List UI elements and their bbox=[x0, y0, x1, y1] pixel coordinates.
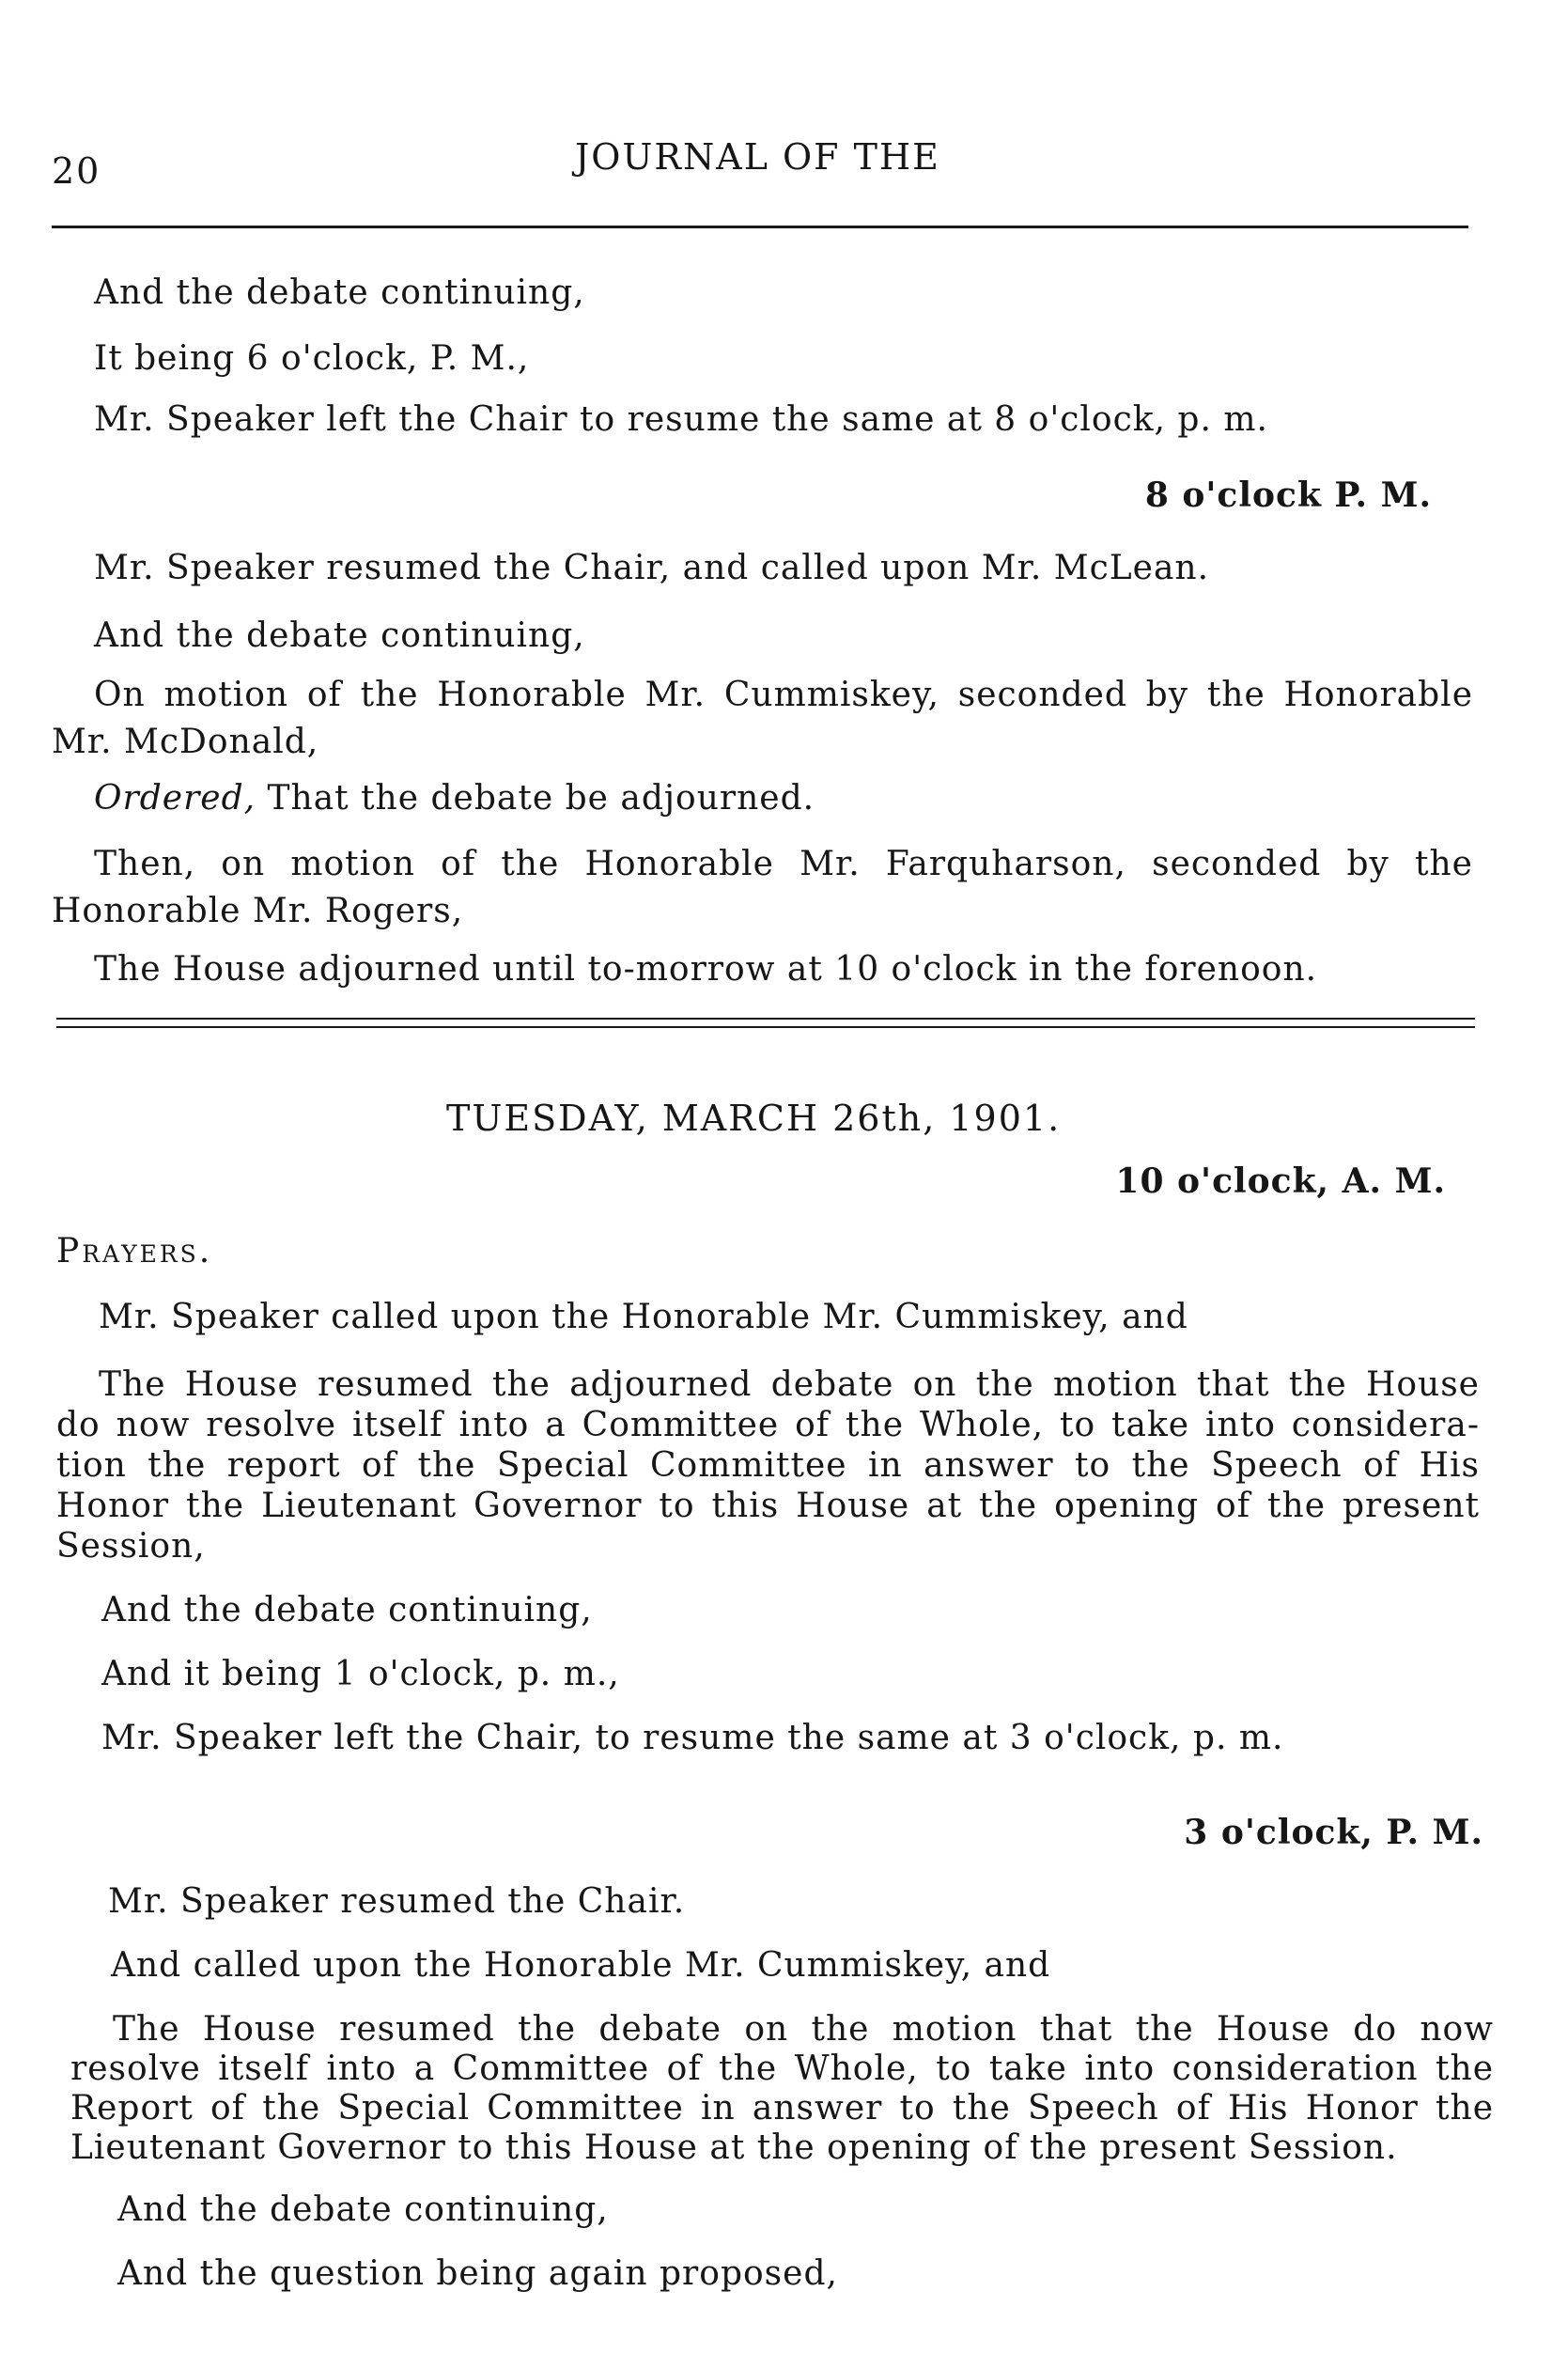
house-resumed-2-line-1: The House resumed the debate on the motion that the House do now bbox=[113, 2010, 1494, 2049]
time-10am: 10 o'clock, A. M. bbox=[1115, 1161, 1446, 1201]
date-heading: TUESDAY, MARCH 26th, 1901. bbox=[446, 1098, 1062, 1139]
debate-continuing-line-4: And the debate continuing, bbox=[117, 2190, 609, 2229]
page-number: 20 bbox=[52, 150, 101, 192]
resumed-chair-line-2: Mr. Speaker resumed the Chair. bbox=[108, 1882, 686, 1921]
resumed-chair-line: Mr. Speaker resumed the Chair, and called upon Mr. McLean. bbox=[94, 549, 1210, 587]
debate-continuing-line-3: And the debate continuing, bbox=[101, 1591, 593, 1629]
left-chair-line: Mr. Speaker left the Chair to resume the same at 8 o'clock, p. m. bbox=[94, 400, 1268, 439]
section-double-rule-top bbox=[56, 1018, 1475, 1020]
ordered-word: Ordered, bbox=[94, 779, 256, 818]
house-resumed-line-5: Session, bbox=[56, 1527, 206, 1566]
house-resumed-2-line-2: resolve itself into a Committee of the Whole, to take into consideration the bbox=[70, 2049, 1494, 2088]
header-rule bbox=[52, 226, 1468, 228]
time-3pm: 3 o'clock, P. M. bbox=[1184, 1813, 1483, 1852]
section-double-rule-bottom bbox=[56, 1026, 1475, 1028]
house-resumed-line-4: Honor the Lieutenant Governor to this House at the opening of the present bbox=[56, 1487, 1480, 1525]
debate-continuing-line-2: And the debate continuing, bbox=[94, 616, 585, 655]
house-resumed-2-line-3: Report of the Special Committee in answer to the Speech of His Honor the bbox=[70, 2089, 1494, 2127]
called-upon-line: Mr. Speaker called upon the Honorable Mr. Cummiskey, and bbox=[99, 1298, 1188, 1336]
left-chair-line-2: Mr. Speaker left the Chair, to resume the same at 3 o'clock, p. m. bbox=[101, 1719, 1284, 1757]
ordered-line bbox=[94, 778, 815, 819]
house-resumed-line-2: do now resolve itself into a Committee of the Whole, to take into considera- bbox=[56, 1406, 1480, 1444]
house-resumed-line-3: tion the report of the Special Committee in answer to the Speech of His bbox=[56, 1446, 1480, 1485]
ordered-text: That the debate be adjourned. bbox=[256, 779, 815, 818]
then-line-2: Honorable Mr. Rogers, bbox=[52, 892, 464, 930]
question-proposed-line: And the question being again proposed, bbox=[117, 2254, 838, 2293]
motion-line-1: On motion of the Honorable Mr. Cummiskey, seconded by the Honorable bbox=[94, 676, 1473, 714]
motion-line-2: Mr. McDonald, bbox=[52, 723, 319, 761]
house-resumed-2-line-4: Lieutenant Governor to this House at the opening of the present Session. bbox=[70, 2128, 1398, 2167]
called-upon-line-2: And called upon the Honorable Mr. Cummiskey, and bbox=[111, 1946, 1051, 1985]
prayers-heading: Prayers. bbox=[56, 1232, 213, 1270]
running-title: JOURNAL OF THE bbox=[575, 136, 940, 178]
six-oclock-line: It being 6 o'clock, P. M., bbox=[94, 339, 530, 378]
then-line-1: Then, on motion of the Honorable Mr. Farquharson, seconded by the bbox=[94, 845, 1473, 883]
one-oclock-line: And it being 1 o'clock, p. m., bbox=[101, 1655, 620, 1693]
adjourned-line: The House adjourned until to-morrow at 10 o'clock in the forenoon. bbox=[94, 950, 1318, 989]
debate-continuing-line: And the debate continuing, bbox=[94, 273, 585, 312]
house-resumed-line-1: The House resumed the adjourned debate on the motion that the House bbox=[99, 1365, 1480, 1404]
time-8pm: 8 o'clock P. M. bbox=[1144, 475, 1432, 515]
